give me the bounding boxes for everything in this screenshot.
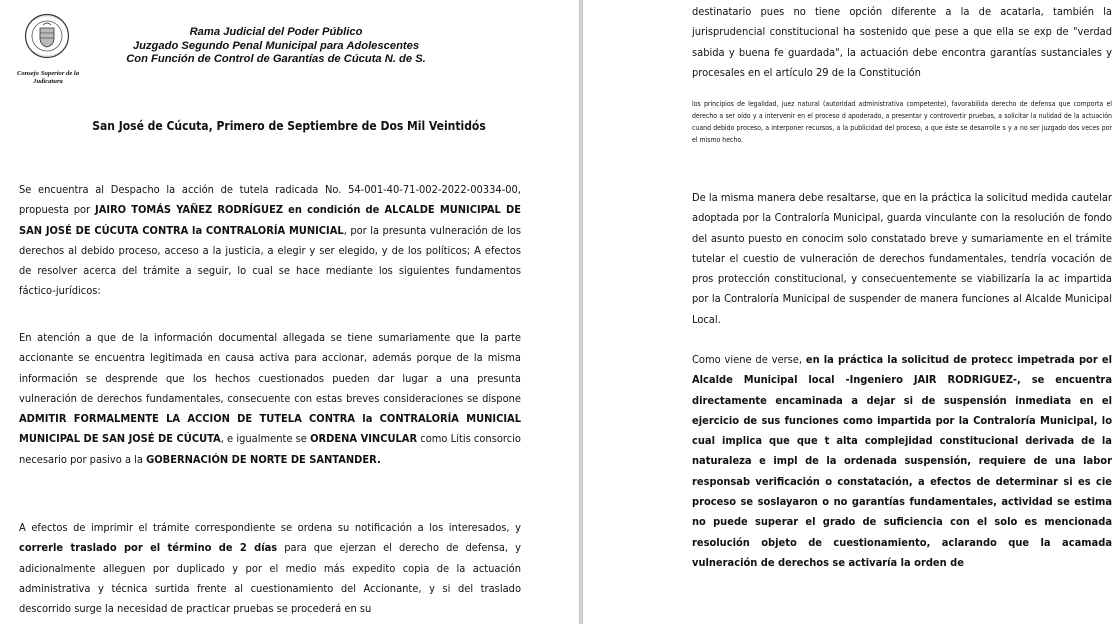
document-page-right <box>584 0 1112 624</box>
paragraph-2: En atención a que de la información documental allegada se tiene sumariamente que la parte accionante se encuentra legitimada en causa activa para accionar, además porque de la misma información se desprende que los hechos cuestionados pueden dar lugar a una presunta vulneración de derechos fundamentales, consecuente con estas breves consideraciones se dispone ADMITIR FORMALMENTE LA ACCION DE TUTELA CONTRA la CONTRALORÍA MUNICIAL MUNICIPAL DE SAN JOSÉ DE CÚCUTA, e igualmente se ORDENA VINCULAR como Litis consorcio necesario por pasivo a la GOBERNACIÓN DE NORTE DE SANTANDER. <box>19 331 521 466</box>
header-line-2: Juzgado Segundo Penal Municipal para Adolescentes <box>132 39 420 52</box>
right-paragraph-3: Como viene de verse, en la práctica la solicitud de protecc impetrada por el Alcalde Municipal local -Ingeniero JAIR RODRIGUEZ-, se encuentra directamente encaminada a dejar si de suspensión inmediata en el ejercicio de sus funciones como impartida por la Contraloría Municipal, lo cual implica que que t alta complejidad constitucional derivada de la naturaleza e impl de la ordenada suspensión, requiere de una labor responsab verificación o constatación, a efectos de determinar si es cie proceso se soslayaron o no garantías fundamentales, actividad se estima no puede superar el grado de suficiencia con el solo es mencionada resolución objeto de cuestionamiento, aclarando que la acamada vulneración de derechos se activaría la orden de <box>692 353 1112 569</box>
date-line: San José de Cúcuta, Primero de Septiembre de Dos Mil Veintidós <box>92 119 486 133</box>
right-paragraph-1: destinatario pues no tiene opción diferente a la de acatarla, también la jurisprudencial constitucional ha sostenido que pese a que ella se exp de "verdad sabida y buena fe guardada", la actuación debe encontra garantías sustanciales y procesales en el artículo 29 de la Constitución <box>692 5 1112 79</box>
plaintiff-bold: JAIRO TOMÁS YAÑEZ RODRÍGUEZ en condición de ALCALDE MUNICIPAL DE SAN JOSÉ DE CÚCUTA CONTRA la CONTRALORÍA MUNICIAL <box>19 203 521 237</box>
header-line-3: Con Función de Control de Garantías de Cúcuta N. de S. <box>126 53 426 65</box>
colombia-seal-icon <box>24 12 70 70</box>
court-header <box>96 26 456 67</box>
header-line-1: Rama Judicial del Poder Público <box>189 26 363 38</box>
right-footnote-text: los principios de legalidad, juez natural (autoridad administrativa competente), favorabilida derecho de defensa que comporta el derecho a ser oído y a intervenir en el proceso d apoderado, a presentar y controvertir pruebas, a solicitar la nulidad de la actuación cuand debido proceso, a interponer recursos, a la publicidad del proceso, a que éste se desarrolle s y a no ser juzgado dos veces por el mismo hecho. <box>692 100 1112 145</box>
seal-caption: Consejo Superior de la Judicatura <box>16 70 80 85</box>
page-divider <box>579 0 583 624</box>
paragraph-1: Se encuentra al Despacho la acción de tutela radicada No. 54-001-40-71-002-2022-00334-00, propuesta por JAIRO TOMÁS YAÑEZ RODRÍGUEZ en condición de ALCALDE MUNICIPAL DE SAN JOSÉ DE CÚCUTA CONTRA la CONTRALORÍA MUNICIAL, por la presunta vulneración de los derechos al debido proceso, acceso a la justicia, a elegir y ser elegido, y de los políticos; A efectos de resolver acerca del trámite a seguir, lo cual se hace mediante los siguientes fundamentos fáctico-jurídicos: <box>19 183 522 298</box>
paragraph-3: A efectos de imprimir el trámite correspondiente se ordena su notificación a los interesados, y correrle traslado por el término de 2 días para que ejerzan el derecho de defensa, y adicionalmente alleguen por duplicado y por el medio más expedito copia de la actuación administrativa y técnica surtida frente al cuestionamiento del Accionante, y si del traslado descorrido surge la necesidad de practicar pruebas se procederá en su <box>19 521 521 616</box>
right-paragraph-2: De la misma manera debe resaltarse, que en la práctica la solicitud medida cautelar adoptada por la Contraloría Municipal, guarda vinculante con la resolución de fondo del asunto puesto en conocim solo constatado breve y sumariamente en el trámite tutelar el cuestio de vulneración de derechos fundamentales, tendría vocación de pros protección constitucional, y consecuentemente se viabilizaría la ac impartida por la Contraloría Municipal de suspender de manera funciones al Alcalde Municipal Local. <box>692 191 1112 326</box>
